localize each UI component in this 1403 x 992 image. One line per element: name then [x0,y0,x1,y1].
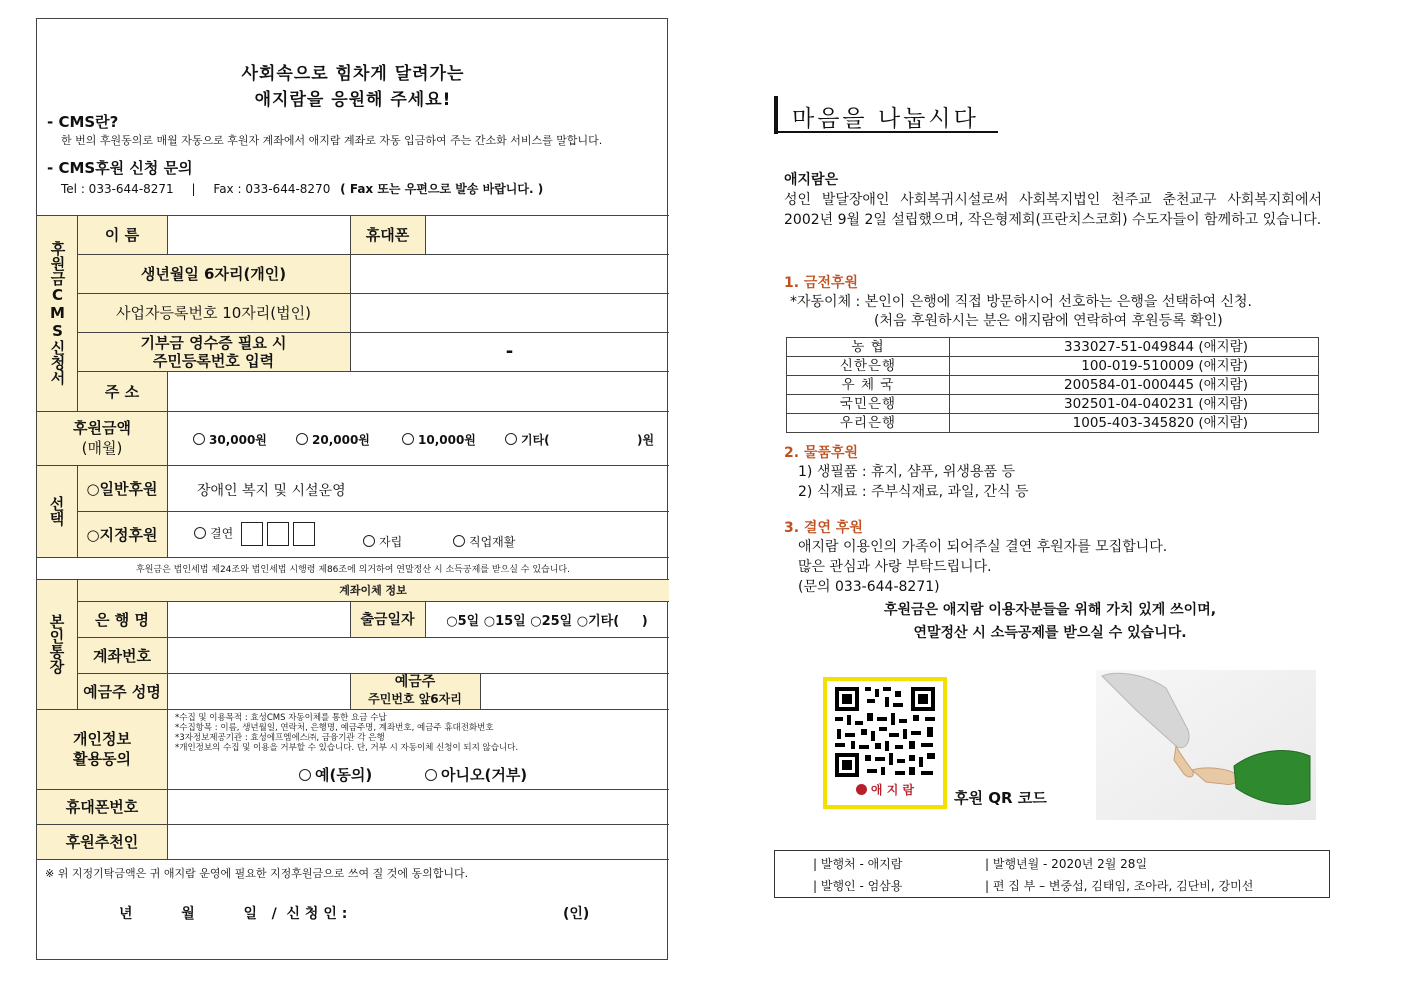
amount-option-30000[interactable]: 30,000원 [193,431,267,448]
contact-fax: Fax : 033-644-8270 [213,182,331,196]
closing-line1: 후원금은 애지람 이용자분들을 위해 가치 있게 쓰이며, [883,602,1217,618]
intro-heading: 애지람은 [784,172,839,188]
bank-account-number: 333027-51-049844 (애지람) [950,338,1319,357]
radio-icon [425,769,437,781]
bank-row [787,376,1319,395]
account-number-field[interactable] [168,638,668,672]
account-number-label: 계좌번호 [93,646,151,665]
designated-support-option[interactable]: ○지정후원 [86,525,158,544]
section-sponsor-title: 3. 결연 후원 [784,520,863,536]
section-money-title: 1. 금전후원 [784,275,859,291]
bank-account-number: 100-019-510009 (애지람) [950,357,1319,376]
address-field[interactable] [168,372,668,410]
radio-icon [299,769,311,781]
bank-account-number: 302501-04-040231 (애지람) [950,395,1319,414]
holder-name-field[interactable] [168,674,349,708]
privacy-label: 개인정보 활용동의 [73,730,131,768]
mobile-label: 휴대폰번호 [65,798,139,816]
checkbox-box-2[interactable] [267,522,289,546]
birth-field[interactable] [351,255,668,292]
info-panel [770,90,1330,910]
section-sponsor-line3: (문의 033-644-8271) [798,579,940,595]
amount-label: 후원금액 (매월) [73,419,131,457]
address-label: 주 소 [104,382,140,401]
bank-row [787,414,1319,433]
bank-name: 신한은행 [787,357,950,376]
editors: | 편 집 부 – 변중섭, 김태임, 조아라, 김단비, 강미선 [985,879,1254,893]
contact-separator: | [191,182,196,196]
name-label: 이 름 [104,226,140,244]
side-label-account: 본인통장 [47,614,66,674]
contact-tel: Tel : 033-644-8271 [61,182,174,196]
qr-caption: 후원 QR 코드 [954,789,1047,807]
agree-no-option[interactable]: 아니오(거부) [425,764,527,785]
cms-title: - CMS란? [47,113,119,131]
privacy-terms: *수집 및 이용목적 : 효성CMS 자동이체를 통한 요금 수납 *수집항목 : 이름, 생년월일, 연락처, 은행명, 예금주명, 계좌번호, 예금주 휴대전화번호 *3자정보제공기관 : 효성에프엠에스㈜, 금융기관 각 은행 *개인정보의 수집 및 이용을 거부할 수 있습니다. 단, 거부 시 자동이체 신청이 되지 않습니다. [175,713,519,753]
cms-description: 한 번의 후원동의로 매월 자동으로 후원자 계좌에서 애지람 계좌로 자동 입금하여 주는 간소화 서비스를 말합니다. [61,134,603,147]
radio-icon [453,535,465,547]
form-heading-line2: 애지람을 응원해 주세요! [254,90,452,110]
cms-application-form [36,18,668,960]
checkbox-box-1[interactable] [241,522,263,546]
phone-label: 휴대폰 [365,226,410,244]
page-title: 마음을 나눕시다 [792,106,979,132]
bank-name: 국민은행 [787,395,950,414]
name-field[interactable] [168,216,349,253]
radio-icon [194,527,206,539]
closing-line2: 연말정산 시 소득공제를 받으실 수 있습니다. [913,625,1187,641]
receipt-label: 기부금 영수증 필요 시 주민등록번호 입력 [140,333,287,370]
option-vocational[interactable]: 직업재활 [453,533,515,550]
bank-name: 우리은행 [787,414,950,433]
general-support-desc: 장애인 복지 및 시설운영 [197,483,346,499]
holder-name-label: 예금주 성명 [83,682,161,701]
brand-logo-icon [856,784,867,795]
radio-icon [363,535,375,547]
mobile-field[interactable] [168,790,668,823]
section-goods-title: 2. 물품후원 [784,445,859,461]
amount-option-20000[interactable]: 20,000원 [296,431,370,448]
recommender-label: 후원추천인 [65,833,139,851]
bank-account-number: 1005-403-345820 (애지람) [950,414,1319,433]
qr-code-pattern [829,685,945,781]
tax-notice: 후원금은 법인세법 제24조와 법인세법 시행령 제86조에 의거하여 연말정산 시 소득공제를 받으실 수 있습니다. [136,564,570,575]
side-label-applicant: 후원금CMS신청서 [48,241,67,385]
amount-option-10000[interactable]: 10,000원 [402,431,476,448]
business-label: 사업자등록번호 10자리(법인) [116,304,311,322]
section-goods-line1: 1) 생필품 : 휴지, 샴푸, 위생용품 등 [798,464,1015,480]
withdraw-date-options[interactable]: ○5일 ○15일 ○25일 ○기타( ) [446,613,648,629]
section-sponsor-line1: 애지람 이용인의 가족이 되어주실 결연 후원자를 모집합니다. [798,539,1168,555]
side-label-select: 선택 [47,496,66,526]
qr-code[interactable] [823,677,947,809]
business-field[interactable] [351,294,668,331]
amount-other-suffix: )원 [637,433,655,447]
title-accent-bar [774,96,778,134]
bank-row [787,338,1319,357]
section-money-line2: (처음 후원하시는 분은 애지람에 연락하여 후원등록 확인) [874,313,1223,329]
publication-info [774,850,1330,898]
contact-note: ( Fax 또는 우편으로 발송 바랍니다. ) [340,182,544,196]
holder-id-label: 예금주 주민번호 앞6자리 [368,674,462,706]
publisher-person: | 발행인 - 엄삼용 [813,879,903,893]
transfer-info-title: 계좌이체 정보 [339,584,407,597]
bank-row [787,357,1319,376]
checkbox-box-3[interactable] [293,522,315,546]
consent-note: ※ 위 지정기탁금액은 귀 애지람 운영에 필요한 지정후원금으로 쓰여 질 것에 동의합니다. [45,867,469,880]
option-independence[interactable]: 자립 [363,533,402,550]
radio-icon [296,433,308,445]
birth-label: 생년월일 6자리(개인) [140,265,287,283]
resident-number-field[interactable]: - [505,341,514,362]
intro-body: 성인 발달장애인 사회복귀시설로써 사회복지법인 천주교 춘천교구 사회복지회에서 2002년 9월 2일 설립했으며, 작은형제회(프란치스코회) 수도자들이 함께하고 있습니다. [784,192,1322,228]
radio-icon [193,433,205,445]
amount-option-other[interactable]: 기타( [505,431,550,448]
holder-id-field[interactable] [481,674,668,708]
section-money-line1: *자동이체 : 본인이 은행에 직접 방문하시어 선호하는 은행을 선택하여 신청. [790,294,1252,310]
bank-name: 농 협 [787,338,950,357]
section-goods-line2: 2) 식재료 : 주부식재료, 과일, 간식 등 [798,484,1029,500]
radio-icon [505,433,517,445]
signature-line: 년 월 일 / 신 청 인 : [119,906,348,922]
contact-line [61,180,543,197]
agree-yes-option[interactable]: 예(동의) [299,764,372,785]
recommender-field[interactable] [168,825,668,858]
bank-name-label: 은 행 명 [95,610,149,629]
inquiry-title: - CMS후원 신청 문의 [47,159,193,177]
withdraw-date-label: 출금일자 [360,612,415,628]
bank-name: 우 체 국 [787,376,950,395]
qr-brand: 애 지 람 [827,781,943,798]
bank-account-number: 200584-01-000445 (애지람) [950,376,1319,395]
publication-date: | 발행년월 - 2020년 2월 28일 [985,857,1148,871]
section-sponsor-line2: 많은 관심과 사랑 부탁드립니다. [798,559,992,575]
radio-icon [402,433,414,445]
option-sponsorship[interactable]: 결연 [194,522,319,546]
signature-seal[interactable]: (인) [563,906,590,922]
publisher-org: | 발행처 - 애지람 [813,857,903,871]
general-support-option[interactable]: ○일반후원 [86,479,158,498]
phone-field[interactable] [426,216,668,253]
bank-row [787,395,1319,414]
helping-hands-illustration [1096,670,1316,820]
bank-name-field[interactable] [168,602,349,636]
form-heading-line1: 사회속으로 힘차게 달려가는 [241,64,465,84]
bank-account-table [786,337,1319,433]
